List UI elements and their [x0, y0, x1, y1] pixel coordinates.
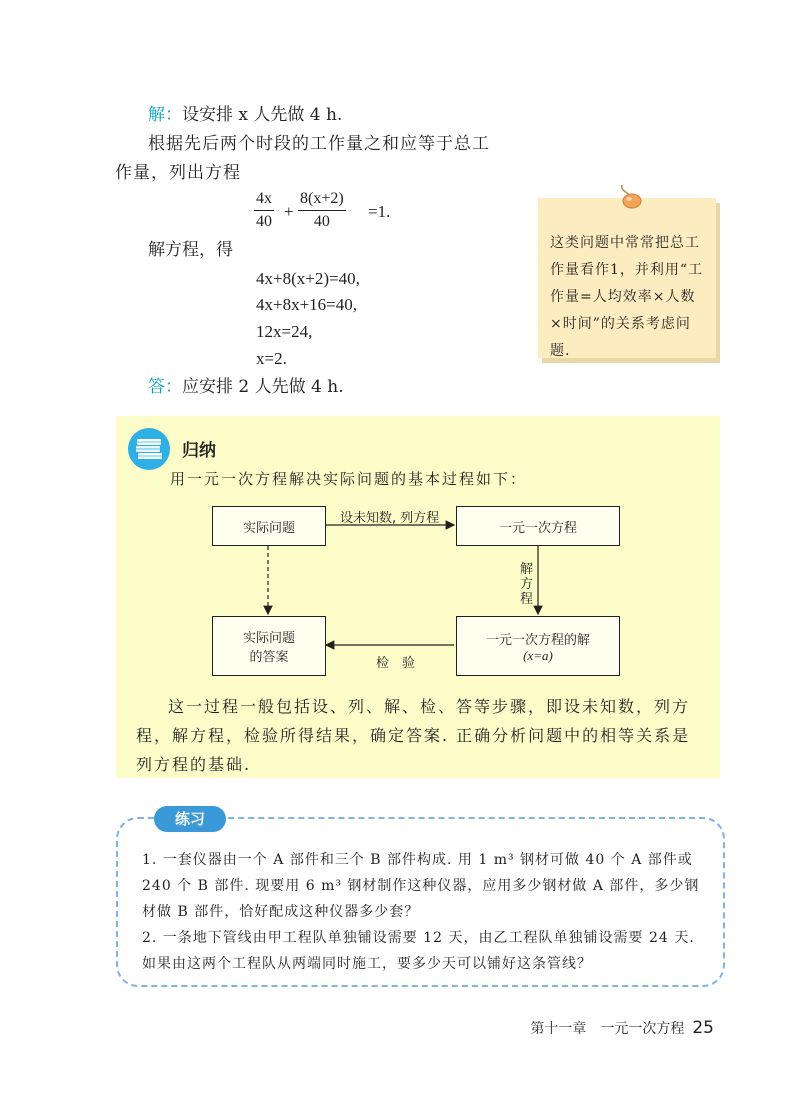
fraction-2-denominator: 40: [313, 213, 330, 230]
solution-line-3: 作量，列出方程: [115, 163, 241, 183]
step-2: 4x+8x+16=40,: [256, 295, 358, 314]
fraction-1-numerator: 4x: [254, 188, 274, 211]
flow-box-equation-solution-line1: 一元一次方程的解: [485, 632, 590, 648]
exercise-tab: 练习: [154, 806, 226, 832]
answer-label: 答：: [148, 377, 182, 397]
solve-equation-label: 解方程，得: [148, 240, 233, 260]
equation-tail: =1.: [368, 202, 391, 221]
arrow-solve-char-3: 程: [520, 592, 534, 607]
page-footer: [530, 1018, 714, 1038]
arrow-solve-label: [520, 562, 533, 607]
flow-box-problem-answer-line2: 的答案: [249, 650, 289, 665]
arrow-solve-char-1: 解: [520, 562, 534, 577]
flow-box-equation-solution-line2: (x=a): [523, 647, 553, 663]
summary-title: 归纳: [182, 441, 216, 461]
fraction-1-denominator: 40: [256, 213, 272, 230]
fraction-2-numerator: 8(x+2): [298, 188, 346, 211]
flow-box-problem-answer-line1: 实际问题: [242, 631, 295, 646]
tip-note-card: [538, 198, 716, 358]
solve-label: 解：: [148, 105, 182, 125]
summary-paragraph: 这一过程一般包括设、列、解、检、答等步骤，即设未知数，列方程，解方程，检验所得结果，确定答案. 正确分析问题中的相等关系是列方程的基础.: [136, 697, 691, 774]
arrow-check-label: 检 验: [376, 656, 416, 671]
flow-box-linear-equation-label: 一元一次方程: [498, 520, 577, 536]
solution-line-1: [148, 102, 342, 128]
answer-text: 应安排 2 人先做 4 h.: [182, 377, 344, 397]
tip-note-text: 这类问题中常常把总工作量看作1，并利用“工作量=人均效率×人数×时间”的关系考虑问题.: [550, 235, 704, 359]
fraction-2: [298, 188, 346, 233]
step-4: x=2.: [256, 349, 287, 368]
fraction-1: [254, 188, 274, 233]
exercise-item-1: 1. 一套仪器由一个 A 部件和三个 B 部件构成. 用 1 m³ 钢材可做 40 个 A 部件或 240 个 B 部件. 现要用 6 m³ 钢材制作这种仪器，应用多少钢材做 A 部件，多少钢材做 B 部件，恰好配成这种仪器多少套？: [142, 852, 700, 920]
arrow-solve-char-2: 方: [520, 577, 534, 592]
plus-sign: +: [284, 202, 294, 221]
step-3: 12x=24,: [256, 322, 313, 341]
flow-box-actual-problem-label: 实际问题: [242, 520, 295, 536]
summary-intro: 用一元一次方程解决实际问题的基本过程如下：: [170, 470, 528, 488]
answer-line: [148, 374, 344, 400]
step-1: 4x+8(x+2)=40,: [256, 269, 360, 288]
chapter-title: 第十一章 一元一次方程: [530, 1021, 685, 1037]
exercise-item-2: 2. 一条地下管线由甲工程队单独铺设需要 12 天，由乙工程队单独铺设需要 24 天. 如果由这两个工程队从两端同时施工，要多少天可以铺好这条管线？: [142, 930, 695, 972]
exercise-box: [116, 810, 725, 987]
summary-box: [116, 416, 720, 778]
solve-text: 设安排 x 人先做 4 h.: [182, 105, 343, 125]
arrow-set-equation-label: 设未知数, 列方程: [340, 511, 440, 526]
solution-line-2: 根据先后两个时段的工作量之和应等于总工: [148, 134, 490, 154]
pin-icon: [618, 183, 646, 209]
page-number: 25: [692, 1018, 714, 1038]
